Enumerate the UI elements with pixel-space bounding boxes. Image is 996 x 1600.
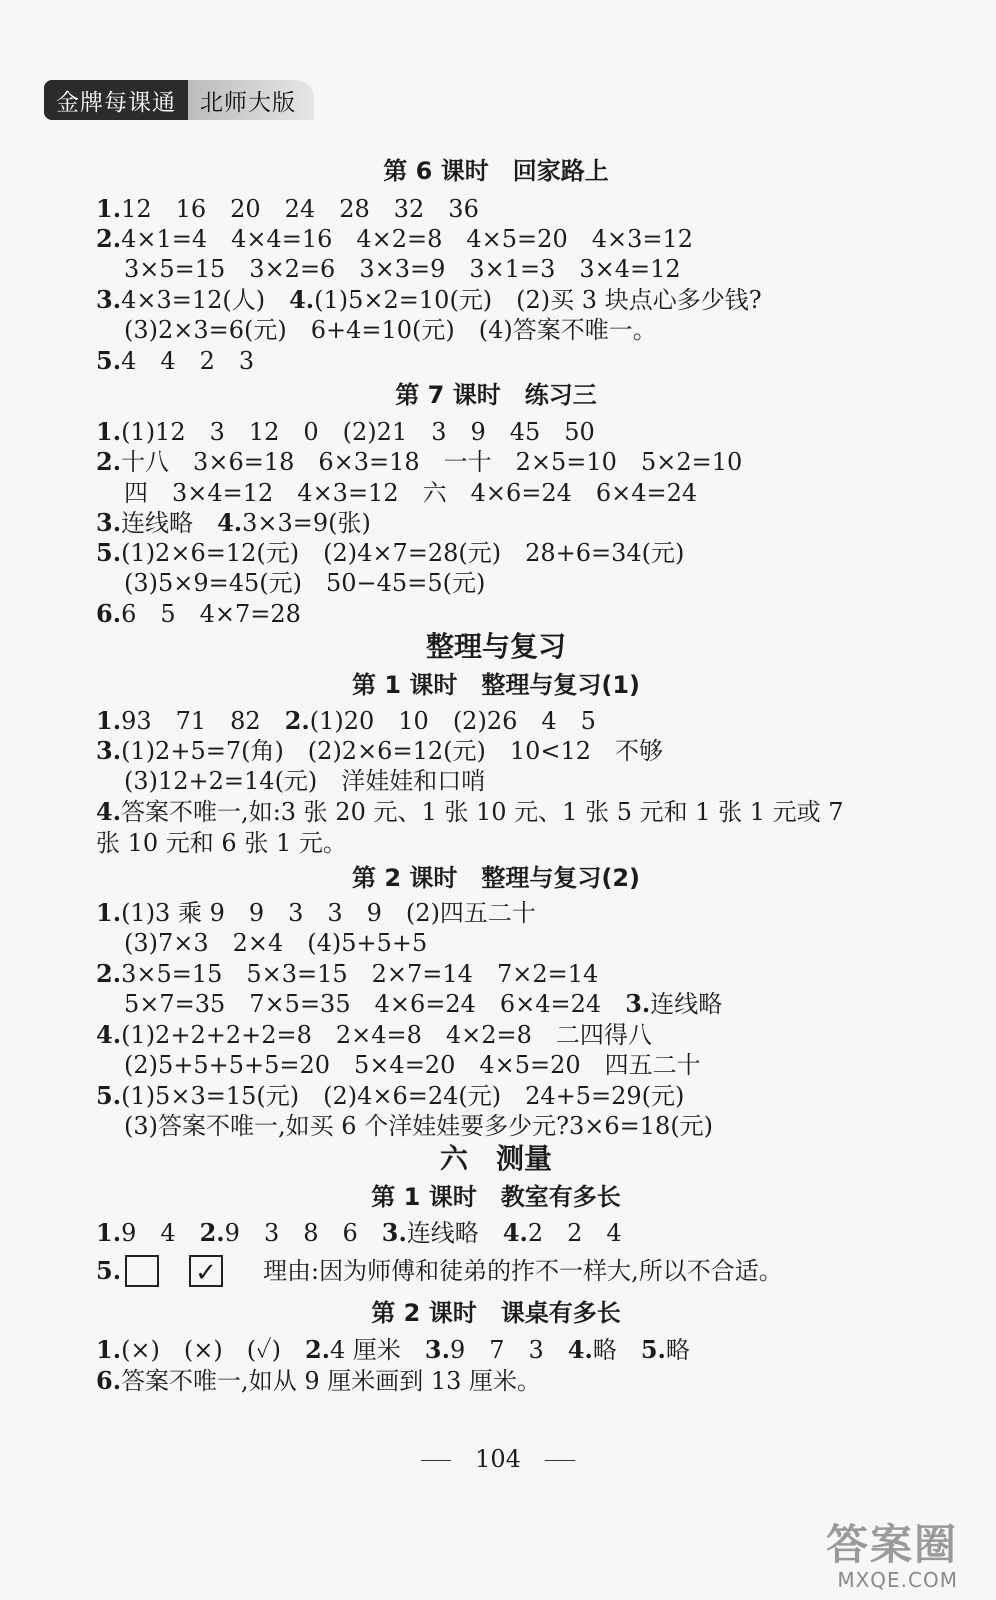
answer-line: 5. ✓ 理由:因为师傅和徒弟的拃不一样大,所以不合适。 xyxy=(96,1256,783,1288)
watermark-logo: 答案圈 xyxy=(825,1520,958,1569)
header-brand: 金牌每课通 xyxy=(44,80,188,120)
answer-line: 张 10 元和 6 张 1 元。 xyxy=(96,829,347,857)
answer-line: 5.(1)2×6=12(元) (2)4×7=28(元) 28+6=34(元) xyxy=(96,538,685,567)
page-number-dash xyxy=(421,1460,451,1461)
answer-line: 1.9 4 2.9 3 8 6 3.连线略 4.2 2 4 xyxy=(96,1218,622,1247)
answer-line: 1.(×) (×) (✓) 2.4 厘米 3.9 7 3 4.略 5.略 xyxy=(96,1335,690,1364)
answer-line: 1.(1)3 乘 9 9 3 3 9 (2)四五二十 xyxy=(96,898,536,927)
answer-line: 4.(1)2+2+2+2=8 2×4=8 4×2=8 二四得八 xyxy=(96,1020,652,1049)
answer-line: 4.答案不唯一,如:3 张 20 元、1 张 10 元、1 张 5 元和 1 张 1 元或 7 xyxy=(96,797,844,826)
answer-line: (3)5×9=45(元) 50−45=5(元) xyxy=(124,569,486,597)
answer-line: (3)2×3=6(元) 6+4=10(元) (4)答案不唯一。 xyxy=(124,316,657,344)
answer-line: 2.十八 3×6=18 6×3=18 一十 2×5=10 5×2=10 xyxy=(96,447,743,476)
watermark xyxy=(826,1522,958,1592)
section-title: 整理与复习 xyxy=(425,630,566,663)
lesson-title: 第 1 课时 整理与复习(1) xyxy=(351,671,641,699)
q5-reason: 理由:因为师傅和徒弟的拃不一样大,所以不合适。 xyxy=(263,1257,783,1285)
answer-line: 1.93 71 82 2.(1)20 10 (2)26 4 5 xyxy=(96,706,596,735)
answer-line: 5×7=35 7×5=35 4×6=24 6×4=24 3.连线略 xyxy=(124,989,723,1018)
lesson-title: 第 6 课时 回家路上 xyxy=(383,157,609,185)
lesson-title: 第 2 课时 课桌有多长 xyxy=(371,1299,621,1327)
answer-line: 5.4 4 2 3 xyxy=(96,346,255,375)
answer-line: 1.12 16 20 24 28 32 36 xyxy=(96,194,479,223)
answer-line: 1.(1)12 3 12 0 (2)21 3 9 45 50 xyxy=(96,417,595,446)
answer-line: 2.4×1=4 4×4=16 4×2=8 4×5=20 4×3=12 xyxy=(96,224,694,253)
answer-line: (2)5+5+5+5=20 5×4=20 4×5=20 四五二十 xyxy=(124,1051,701,1079)
answer-line: (3)7×3 2×4 (4)5+5+5 xyxy=(124,929,428,957)
answer-line: 2.3×5=15 5×3=15 2×7=14 7×2=14 xyxy=(96,959,599,988)
section-title: 六 测量 xyxy=(439,1142,552,1175)
watermark-url: MXQE.COM xyxy=(837,1568,958,1592)
answer-line: 6.6 5 4×7=28 xyxy=(96,599,301,628)
answer-line: 3.4×3=12(人) 4.(1)5×2=10(元) (2)买 3 块点心多少钱? xyxy=(96,285,762,314)
lesson-title: 第 2 课时 整理与复习(2) xyxy=(351,864,641,892)
answer-line: (3)12+2=14(元) 洋娃娃和口哨 xyxy=(124,767,486,795)
page-number-value: 104 xyxy=(475,1445,521,1473)
answer-box-checked: ✓ xyxy=(189,1255,223,1287)
header-edition: 北师大版 xyxy=(188,80,314,120)
book-header xyxy=(44,80,314,120)
lesson-title: 第 7 课时 练习三 xyxy=(395,381,597,409)
answer-line: 3.连线略 4.3×3=9(张) xyxy=(96,508,371,537)
page-number xyxy=(0,1444,996,1474)
answer-line: 3.(1)2+5=7(角) (2)2×6=12(元) 10<12 不够 xyxy=(96,736,664,765)
page-number-dash xyxy=(545,1460,575,1461)
answer-line: (3)答案不唯一,如买 6 个洋娃娃要多少元?3×6=18(元) xyxy=(124,1112,714,1140)
answer-line: 3×5=15 3×2=6 3×3=9 3×1=3 3×4=12 xyxy=(124,255,681,283)
answer-box-empty xyxy=(125,1255,159,1287)
lesson-title: 第 1 课时 教室有多长 xyxy=(371,1183,621,1211)
answer-line: 5.(1)5×3=15(元) (2)4×6=24(元) 24+5=29(元) xyxy=(96,1081,685,1110)
answer-line: 6.答案不唯一,如从 9 厘米画到 13 厘米。 xyxy=(96,1366,542,1395)
answer-line: 四 3×4=12 4×3=12 六 4×6=24 6×4=24 xyxy=(124,479,698,507)
